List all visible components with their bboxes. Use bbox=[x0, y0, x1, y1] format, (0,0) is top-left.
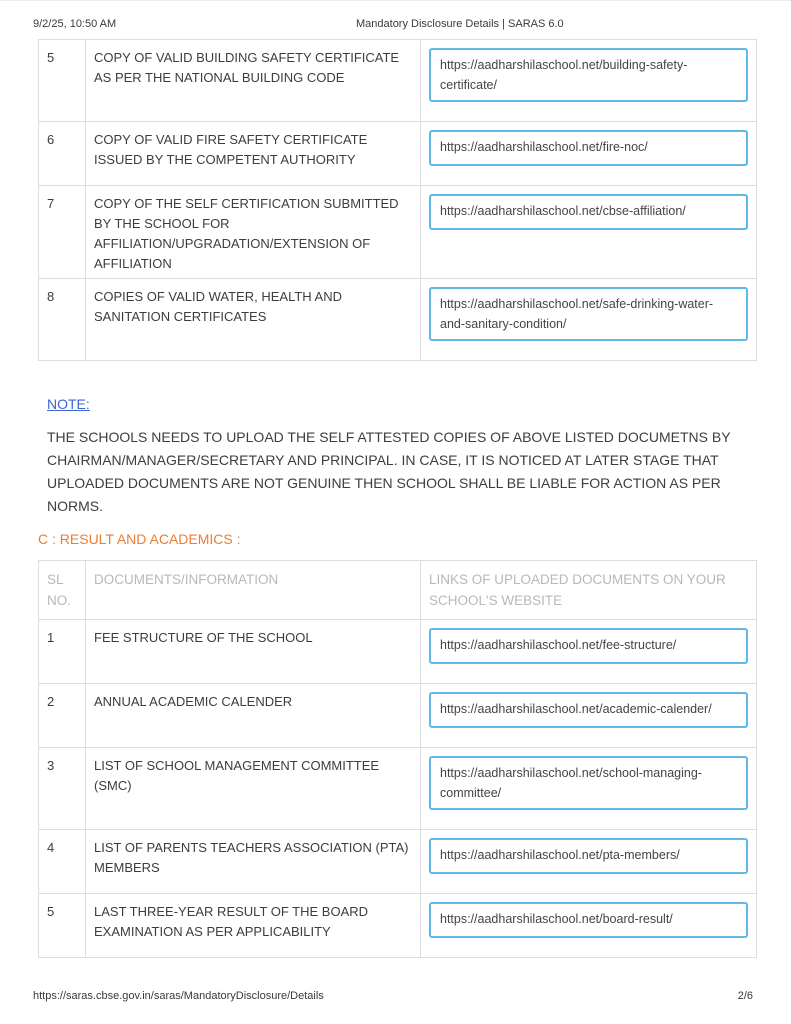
note-section bbox=[47, 395, 747, 518]
column-header-links: LINKS OF UPLOADED DOCUMENTS ON YOUR SCHOOL'S WEBSITE bbox=[421, 561, 757, 620]
page-title: Mandatory Disclosure Details | SARAS 6.0 bbox=[356, 18, 564, 30]
link-input[interactable]: https://aadharshilaschool.net/academic-calender/ bbox=[429, 692, 748, 728]
sl-number: 8 bbox=[39, 279, 86, 361]
column-header-sl-no: SL NO. bbox=[39, 561, 86, 620]
footer-page-number: 2/6 bbox=[737, 990, 753, 1002]
link-input[interactable]: https://aadharshilaschool.net/board-result/ bbox=[429, 902, 748, 938]
sl-number: 2 bbox=[39, 684, 86, 748]
document-name: COPIES OF VALID WATER, HEALTH AND SANITATION CERTIFICATES bbox=[86, 279, 421, 361]
link-cell bbox=[421, 620, 757, 684]
link-cell bbox=[421, 279, 757, 361]
document-name: COPY OF VALID FIRE SAFETY CERTIFICATE ISSUED BY THE COMPETENT AUTHORITY bbox=[86, 122, 421, 186]
footer-source-url: https://saras.cbse.gov.in/saras/MandatoryDisclosure/Details bbox=[33, 990, 324, 1002]
note-label: NOTE: bbox=[47, 396, 90, 412]
column-header-documents: DOCUMENTS/INFORMATION bbox=[86, 561, 421, 620]
link-cell bbox=[421, 830, 757, 894]
sl-number: 4 bbox=[39, 830, 86, 894]
document-name: COPY OF THE SELF CERTIFICATION SUBMITTED BY THE SCHOOL FOR AFFILIATION/UPGRADATION/EXTENSION OF AFFILIATION bbox=[86, 186, 421, 279]
link-cell bbox=[421, 894, 757, 958]
section-c-heading: C : RESULT AND ACADEMICS : bbox=[38, 531, 241, 547]
link-input[interactable]: https://aadharshilaschool.net/safe-drinking-water-and-sanitary-condition/ bbox=[429, 287, 748, 341]
sl-number: 3 bbox=[39, 748, 86, 830]
note-text: THE SCHOOLS NEEDS TO UPLOAD THE SELF ATTESTED COPIES OF ABOVE LISTED DOCUMETNS BY CHAIRMAN/MANAGER/SECRETARY AND PRINCIPAL. IN CASE, IT IS NOTICED AT LATER STAGE THAT UPLOADED DOCUMENTS ARE NOT GENUINE THEN SCHOOL SHALL BE LIABLE FOR ACTION AS PER NORMS. bbox=[47, 429, 731, 514]
table-row bbox=[39, 894, 757, 958]
link-cell bbox=[421, 748, 757, 830]
table-row bbox=[39, 279, 757, 361]
sl-number: 5 bbox=[39, 894, 86, 958]
link-input[interactable]: https://aadharshilaschool.net/building-safety-certificate/ bbox=[429, 48, 748, 102]
link-cell bbox=[421, 40, 757, 122]
document-name: LIST OF PARENTS TEACHERS ASSOCIATION (PTA) MEMBERS bbox=[86, 830, 421, 894]
document-name: ANNUAL ACADEMIC CALENDER bbox=[86, 684, 421, 748]
sl-number: 5 bbox=[39, 40, 86, 122]
sl-number: 7 bbox=[39, 186, 86, 279]
disclosure-table-result-academics bbox=[38, 560, 757, 958]
disclosure-table-general bbox=[38, 39, 757, 361]
document-name: LIST OF SCHOOL MANAGEMENT COMMITTEE (SMC) bbox=[86, 748, 421, 830]
table-row bbox=[39, 122, 757, 186]
table-row bbox=[39, 684, 757, 748]
table-row bbox=[39, 186, 757, 279]
link-input[interactable]: https://aadharshilaschool.net/school-managing-committee/ bbox=[429, 756, 748, 810]
sl-number: 1 bbox=[39, 620, 86, 684]
table-row bbox=[39, 40, 757, 122]
link-cell bbox=[421, 122, 757, 186]
table-row bbox=[39, 830, 757, 894]
link-input[interactable]: https://aadharshilaschool.net/fee-structure/ bbox=[429, 628, 748, 664]
link-input[interactable]: https://aadharshilaschool.net/cbse-affiliation/ bbox=[429, 194, 748, 230]
table-row bbox=[39, 748, 757, 830]
link-cell bbox=[421, 186, 757, 279]
table-header-row bbox=[39, 561, 757, 620]
link-cell bbox=[421, 684, 757, 748]
document-name: FEE STRUCTURE OF THE SCHOOL bbox=[86, 620, 421, 684]
table-row bbox=[39, 620, 757, 684]
sl-number: 6 bbox=[39, 122, 86, 186]
link-input[interactable]: https://aadharshilaschool.net/fire-noc/ bbox=[429, 130, 748, 166]
print-timestamp: 9/2/25, 10:50 AM bbox=[33, 18, 117, 30]
document-name: COPY OF VALID BUILDING SAFETY CERTIFICATE AS PER THE NATIONAL BUILDING CODE bbox=[86, 40, 421, 122]
document-name: LAST THREE-YEAR RESULT OF THE BOARD EXAMINATION AS PER APPLICABILITY bbox=[86, 894, 421, 958]
link-input[interactable]: https://aadharshilaschool.net/pta-members/ bbox=[429, 838, 748, 874]
